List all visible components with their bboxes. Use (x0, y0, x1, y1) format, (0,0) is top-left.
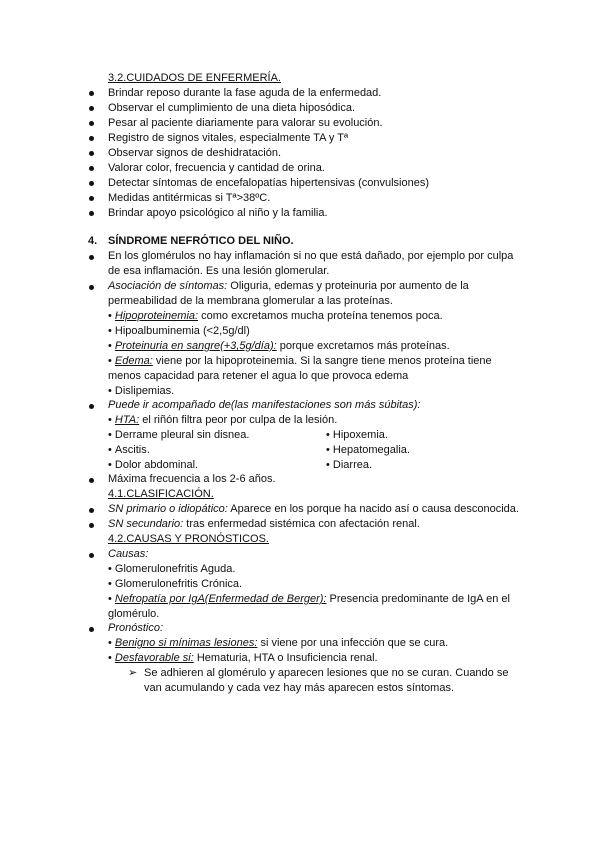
section-heading-3-2: 3.2.CUIDADOS DE ENFERMERÍA. (108, 72, 281, 84)
section-number-4: 4. (88, 235, 98, 247)
bullet-icon (89, 211, 94, 216)
bullet-icon (89, 285, 94, 290)
right-item-text: Diarrea. (332, 459, 373, 471)
list-item: Medidas antitérmicas si Tª>38ºC. (108, 192, 271, 204)
bullet-icon (89, 136, 94, 141)
primary-sn-line (108, 502, 519, 517)
left-column-item: • Ascitis. (108, 444, 150, 456)
bullet-icon (89, 523, 94, 528)
iga-text-line-2: glomérulo. (108, 608, 160, 620)
bullet-icon (89, 196, 94, 201)
list-item: Pesar al paciente diariamente para valorar su evolución. (108, 117, 383, 129)
section-heading-4-2: 4.2.CAUSAS Y PRONÓSTICOS. (108, 533, 269, 545)
section-title-4: SÍNDROME NEFRÓTICO DEL NIÑO. (108, 235, 294, 247)
symptoms-line-2: permeabilidad de la membrana glomerular a las proteínas. (108, 295, 393, 307)
right-item-text: Hepatomegalia. (332, 444, 410, 456)
bullet-icon (89, 166, 94, 171)
frequency-text: Máxima frecuencia a los 2-6 años. (108, 473, 276, 485)
bullet-icon (89, 508, 94, 513)
hta-label: HTA: (114, 414, 140, 426)
iga-text: Presencia predominante de IgA en el (326, 593, 510, 605)
section-heading-4-1: 4.1.CLASIFICACIÓN. (108, 488, 214, 500)
list-item: Observar el cumplimiento de una dieta hiposódica. (108, 102, 356, 114)
prognosis-label: Pronóstico: (108, 622, 164, 634)
intro-line-1: En los glomérulos no hay inflamación si no que está dañado, por ejemplo por culpa (108, 250, 514, 262)
sub-item-hta: • HTA: el riñón filtra peor por culpa de la lesión. (108, 414, 338, 426)
secondary-sn-line (108, 517, 420, 532)
bullet-icon (89, 151, 94, 156)
right-column-item: • Hipoxemia. (326, 429, 388, 441)
hypoalbuminemia-text: Hipoalbuminemia (<2,5g/dl) (114, 325, 250, 337)
edema-text: viene por la hipoproteinemia. Si la sangre tiene menos proteína tiene (152, 355, 492, 367)
symptoms-label: Asociación de síntomas: (108, 280, 228, 292)
bullet-icon (89, 478, 94, 483)
bullet-icon (89, 121, 94, 126)
sub-item-proteinuria: • Proteinuria en sangre(+3,5g/día): porque excretamos más proteínas. (108, 340, 450, 352)
causes-label: Causas: (108, 548, 149, 560)
list-item: Valorar color, frecuencia y cantidad de orina. (108, 162, 325, 174)
sub-item-edema: • Edema: viene por la hipoproteinemia. Si la sangre tiene menos proteína tiene (108, 355, 492, 367)
secondary-sn-label: SN secundario: (108, 518, 184, 530)
sub-item-hypoalbuminemia: • Hipoalbuminemia (<2,5g/dl) (108, 325, 250, 337)
proteinuria-label: Proteinuria en sangre(+3,5g/día): (114, 340, 277, 352)
intro-line-2: de esa inflamación. Es una lesión glomerular. (108, 265, 330, 277)
list-item: Brindar reposo durante la fase aguda de la enfermedad. (108, 87, 382, 99)
list-item: Registro de signos vitales, especialmente TA y Tª (108, 132, 349, 144)
list-item: Detectar síntomas de encefalopatías hipertensivas (convulsiones) (108, 177, 430, 189)
primary-sn-text: Aparece en los porque ha nacido así o causa desconocida. (227, 503, 519, 515)
hta-text: el riñón filtra peor por culpa de la lesión. (139, 414, 338, 426)
accompanying-label: Puede ir acompañado de(las manifestaciones son más súbitas): (108, 399, 421, 411)
left-column-item: • Derrame pleural sin disnea. (108, 429, 250, 441)
benign-label: Benigno si mínimas lesiones: (114, 637, 258, 649)
secondary-sn-text: tras enfermedad sistémica con afectación renal. (183, 518, 420, 530)
left-item-text: Derrame pleural sin disnea. (114, 429, 250, 441)
proteinuria-text: porque excretamos más proteínas. (276, 340, 450, 352)
cause-item: • Glomerulonefritis Crónica. (108, 578, 243, 590)
cause-text: Glomerulonefritis Aguda. (114, 563, 236, 575)
benign-text: si viene por una infección que se cura. (257, 637, 449, 649)
list-item: Observar signos de deshidratación. (108, 147, 282, 159)
cause-item: • Glomerulonefritis Aguda. (108, 563, 236, 575)
iga-label: Nefropatía por IgA(Enfermedad de Berger): (114, 593, 327, 605)
bullet-icon (89, 181, 94, 186)
hypoproteinemia-text: como excretamos mucha proteína tenemos poca. (198, 310, 443, 322)
left-item-text: Dolor abdominal. (114, 459, 199, 471)
left-column-item: • Dolor abdominal. (108, 459, 199, 471)
bullet-icon (89, 627, 94, 632)
arrow-item-line-1: Se adhieren al glomérulo y aparecen lesiones que no se curan. Cuando se (144, 667, 509, 679)
left-item-text: Ascitis. (114, 444, 150, 456)
unfavorable-text: Hematuria, HTA o Insuficiencia renal. (193, 652, 378, 664)
bullet-icon (89, 91, 94, 96)
arrow-bullet-icon: ➢ (128, 667, 138, 679)
list-item: Brindar apoyo psicológico al niño y la familia. (108, 207, 328, 219)
symptoms-line-1 (108, 279, 469, 294)
prognosis-item: • Desfavorable si: Hematuria, HTA o Insuficiencia renal. (108, 652, 378, 664)
dyslipidemia-text: Dislipemias. (114, 385, 175, 397)
sub-item-hypoproteinemia: • Hipoproteinemia: como excretamos mucha proteína tenemos poca. (108, 310, 443, 322)
edema-text-line-2: menos capacidad para retener el agua lo que provoca edema (108, 370, 409, 382)
bullet-icon (89, 255, 94, 260)
edema-label: Edema: (114, 355, 153, 367)
unfavorable-label: Desfavorable si: (114, 652, 194, 664)
right-item-text: Hipoxemia. (332, 429, 388, 441)
bullet-icon (89, 404, 94, 409)
sub-item-dyslipidemia: • Dislipemias. (108, 385, 175, 397)
bullet-icon (89, 553, 94, 558)
right-column-item: • Diarrea. (326, 459, 373, 471)
prognosis-item: • Benigno si mínimas lesiones: si viene por una infección que se cura. (108, 637, 449, 649)
bullet-icon (89, 106, 94, 111)
cause-item-iga: • Nefropatía por IgA(Enfermedad de Berger): Presencia predominante de IgA en el (108, 593, 510, 605)
primary-sn-label: SN primario o idiopático: (108, 503, 228, 515)
symptoms-text: Oliguria, edemas y proteinuria por aumento de la (227, 280, 469, 292)
hypoproteinemia-label: Hipoproteinemia: (114, 310, 199, 322)
right-column-item: • Hepatomegalia. (326, 444, 410, 456)
cause-text: Glomerulonefritis Crónica. (114, 578, 243, 590)
arrow-item-line-2: van acumulando y cada vez hay más aparecen estos síntomas. (144, 682, 455, 694)
